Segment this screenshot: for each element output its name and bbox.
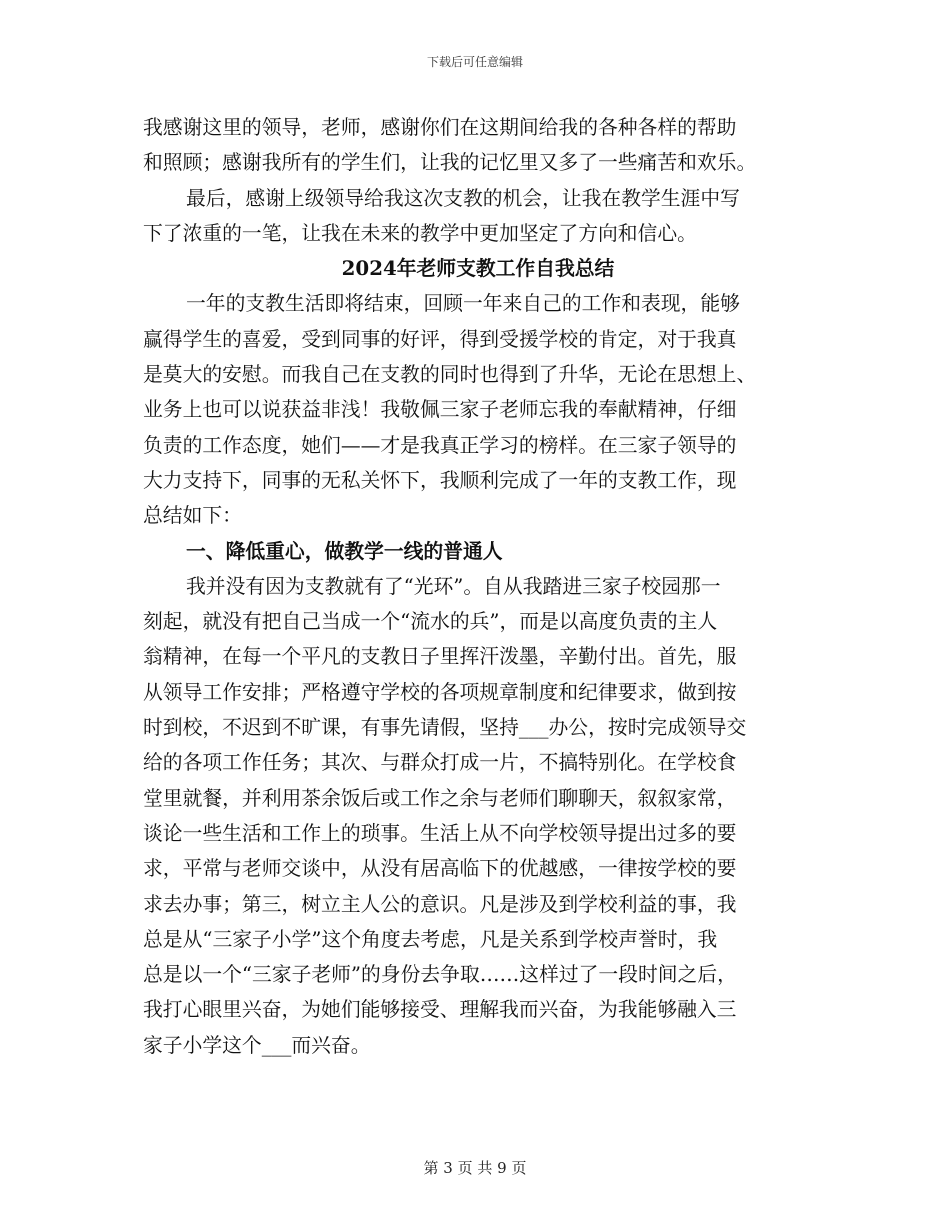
text-line: 是莫大的安慰。而我自己在支教的同时也得到了升华，无论在思想上、 xyxy=(143,363,757,387)
text-line: 负责的工作态度，她们——才是我真正学习的榜样。在三家子领导的 xyxy=(143,433,737,457)
text-line: 总是从“三家子小学”这个角度去考虑，凡是关系到学校声誉时，我 xyxy=(143,927,718,951)
section-title: 2024年老师支教工作自我总结 xyxy=(341,256,615,281)
text-line: 我并没有因为支教就有了“光环”。自从我踏进三家子校园那一 xyxy=(186,574,721,598)
document-body xyxy=(143,110,813,1063)
page-number: 第 3 页 共 9 页 xyxy=(423,1159,527,1177)
text-line: 总是以一个“三家子老师”的身份去争取……这样过了一段时间之后， xyxy=(143,963,737,987)
text-line: 我打心眼里兴奋，为她们能够接受、理解我而兴奋，为我能够融入三 xyxy=(143,998,737,1022)
text-line: 给的各项工作任务；其次、与群众打成一片，不搞特别化。在学校食 xyxy=(143,751,737,775)
text-line: 大力支持下，同事的无私关怀下，我顺利完成了一年的支教工作，现 xyxy=(143,468,737,492)
text-line: 业务上也可以说获益非浅！我敬佩三家子老师忘我的奉献精神，仔细 xyxy=(143,398,737,422)
text-line: 赢得学生的喜爱，受到同事的好评，得到受援学校的肯定，对于我真 xyxy=(143,327,737,351)
text-line: 谈论一些生活和工作上的琐事。生活上从不向学校领导提出过多的要 xyxy=(143,821,737,845)
text-line: 和照顾；感谢我所有的学生们，让我的记忆里又多了一些痛苦和欢乐。 xyxy=(143,151,757,175)
text-line: 下了浓重的一笔，让我在未来的教学中更加坚定了方向和信心。 xyxy=(143,221,697,245)
text-line: 一年的支教生活即将结束，回顾一年来自己的工作和表现，能够 xyxy=(186,292,740,316)
text-line: 翁精神，在每一个平凡的支教日子里挥汗泼墨，辛勤付出。首先，服 xyxy=(143,645,737,669)
text-line: 求，平常与老师交谈中，从没有居高临下的优越感，一律按学校的要 xyxy=(143,857,737,881)
text-line: 总结如下： xyxy=(143,504,242,528)
text-line: 时到校，不迟到不旷课，有事先请假，坚持___办公，按时完成领导交 xyxy=(143,716,747,740)
text-line: 求去办事；第三，树立主人公的意识。凡是涉及到学校利益的事，我 xyxy=(143,892,737,916)
subheading: 一、降低重心，做教学一线的普通人 xyxy=(186,538,503,563)
text-line: 堂里就餐，并利用茶余饭后或工作之余与老师们聊聊天，叙叙家常， xyxy=(143,786,737,810)
text-line: 从领导工作安排；严格遵守学校的各项规章制度和纪律要求，做到按 xyxy=(143,680,737,704)
page-header: 下载后可任意编辑 xyxy=(426,55,523,69)
text-line: 最后，感谢上级领导给我这次支教的机会，让我在教学生涯中写 xyxy=(186,186,740,210)
text-line: 我感谢这里的领导，老师，感谢你们在这期间给我的各种各样的帮助 xyxy=(143,116,737,139)
text-line: 家子小学这个___而兴奋。 xyxy=(143,1033,371,1057)
text-line: 刻起，就没有把自己当成一个“流水的兵”，而是以高度负责的主人 xyxy=(143,610,718,634)
